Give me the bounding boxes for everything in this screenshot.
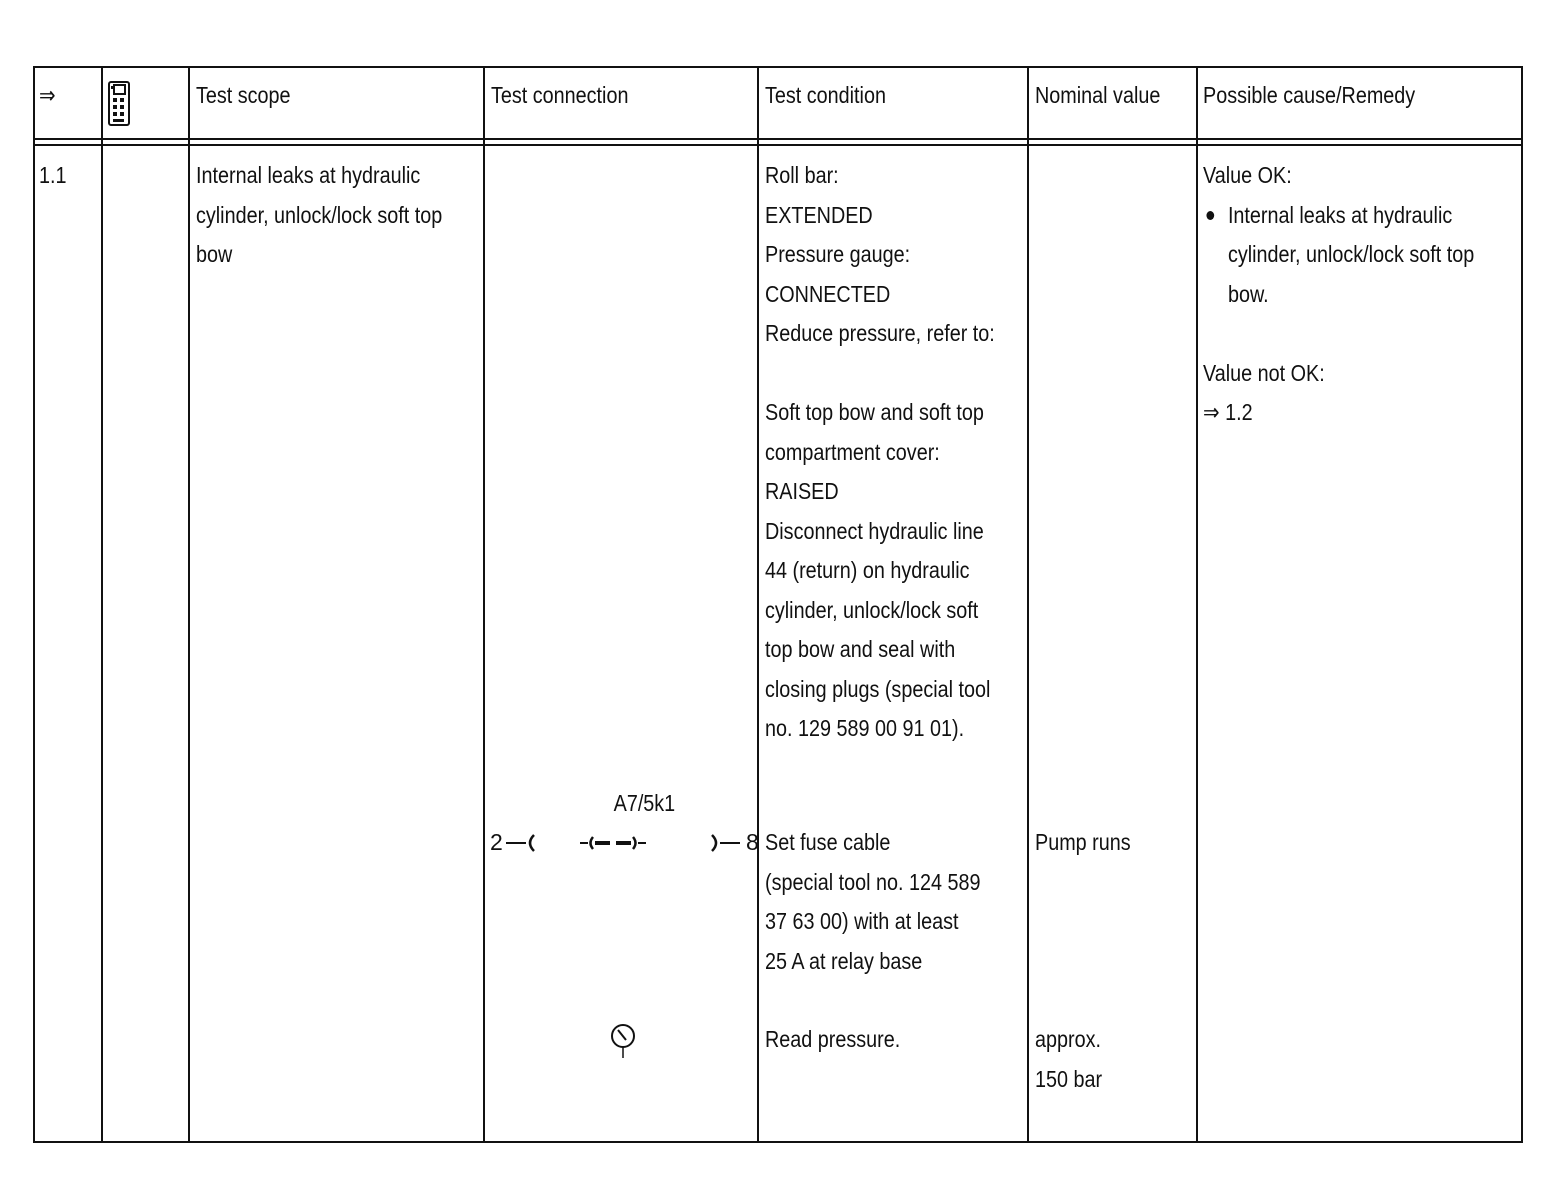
pin-left: 2 xyxy=(490,829,503,855)
text-line: cylinder, unlock/lock soft top xyxy=(1227,241,1475,267)
pressure-gauge-icon xyxy=(609,1020,637,1060)
column-divider xyxy=(1027,68,1029,1141)
column-divider xyxy=(757,68,759,1141)
text-line: Roll bar: xyxy=(765,162,839,188)
spacer xyxy=(1203,314,1474,354)
text-line: 25 A at relay base xyxy=(765,947,923,974)
column-divider xyxy=(101,68,103,1141)
relay-label: A7/5k1 xyxy=(613,790,676,817)
remedy-item xyxy=(1203,196,1474,315)
text-line: bow xyxy=(196,241,233,267)
nominal-value-pressure xyxy=(1035,1020,1102,1099)
text-line: Soft top bow and soft top xyxy=(765,399,984,425)
tester-device-icon xyxy=(108,81,130,126)
value-ok-label: Value OK: xyxy=(1203,162,1292,188)
header-test-condition: Test condition xyxy=(765,82,886,108)
text-line: RAISED xyxy=(765,478,839,504)
text-line: EXTENDED xyxy=(765,201,873,228)
text-line xyxy=(765,354,995,394)
column-divider xyxy=(483,68,485,1141)
pin-right: 8 xyxy=(746,829,759,855)
header-test-connection: Test connection xyxy=(491,82,629,108)
next-step-reference[interactable]: ⇒ 1.2 xyxy=(1203,399,1253,425)
nominal-value-pump: Pump runs xyxy=(1035,829,1131,855)
test-scope-text xyxy=(196,156,442,275)
header-nominal-value: Nominal value xyxy=(1035,82,1161,108)
text-line: bow. xyxy=(1227,280,1269,307)
column-divider xyxy=(1196,68,1198,1141)
bullet-icon xyxy=(1206,211,1214,220)
text-line: 44 (return) on hydraulic xyxy=(765,557,970,583)
header-arrow: ⇒ xyxy=(39,82,56,108)
text-line: Internal leaks at hydraulic xyxy=(196,162,421,188)
relay-connection-diagram xyxy=(490,788,760,858)
test-condition-read: Read pressure. xyxy=(765,1026,901,1052)
text-line: CONNECTED xyxy=(765,280,891,307)
column-divider xyxy=(188,68,190,1141)
step-number: 1.1 xyxy=(39,162,67,188)
text-line: Reduce pressure, refer to: xyxy=(765,320,995,346)
header-possible-cause: Possible cause/Remedy xyxy=(1203,82,1416,108)
text-line: closing plugs (special tool xyxy=(765,675,991,702)
header-divider xyxy=(35,138,1521,146)
text-line: (special tool no. 124 589 xyxy=(765,868,981,895)
text-line: 37 63 00) with at least xyxy=(765,908,959,934)
text-line: cylinder, unlock/lock soft xyxy=(765,596,979,623)
text-line: Disconnect hydraulic line xyxy=(765,517,984,544)
value-not-ok-label: Value not OK: xyxy=(1203,359,1325,386)
text-line: Internal leaks at hydraulic xyxy=(1227,201,1453,228)
test-table xyxy=(33,66,1523,1143)
text-line: 150 bar xyxy=(1035,1065,1103,1092)
test-condition-steps xyxy=(765,156,995,749)
test-condition-fuse xyxy=(765,823,981,981)
text-line: Pressure gauge: xyxy=(765,241,911,267)
text-line: approx. xyxy=(1035,1026,1101,1052)
text-line: cylinder, unlock/lock soft top xyxy=(196,201,443,228)
text-line: no. 129 589 00 91 01). xyxy=(765,715,965,741)
text-line: Set fuse cable xyxy=(765,829,891,855)
remedy-block xyxy=(1203,156,1474,433)
text-line: compartment cover: xyxy=(765,438,940,465)
header-test-scope: Test scope xyxy=(196,82,291,108)
text-line: top bow and seal with xyxy=(765,636,956,662)
